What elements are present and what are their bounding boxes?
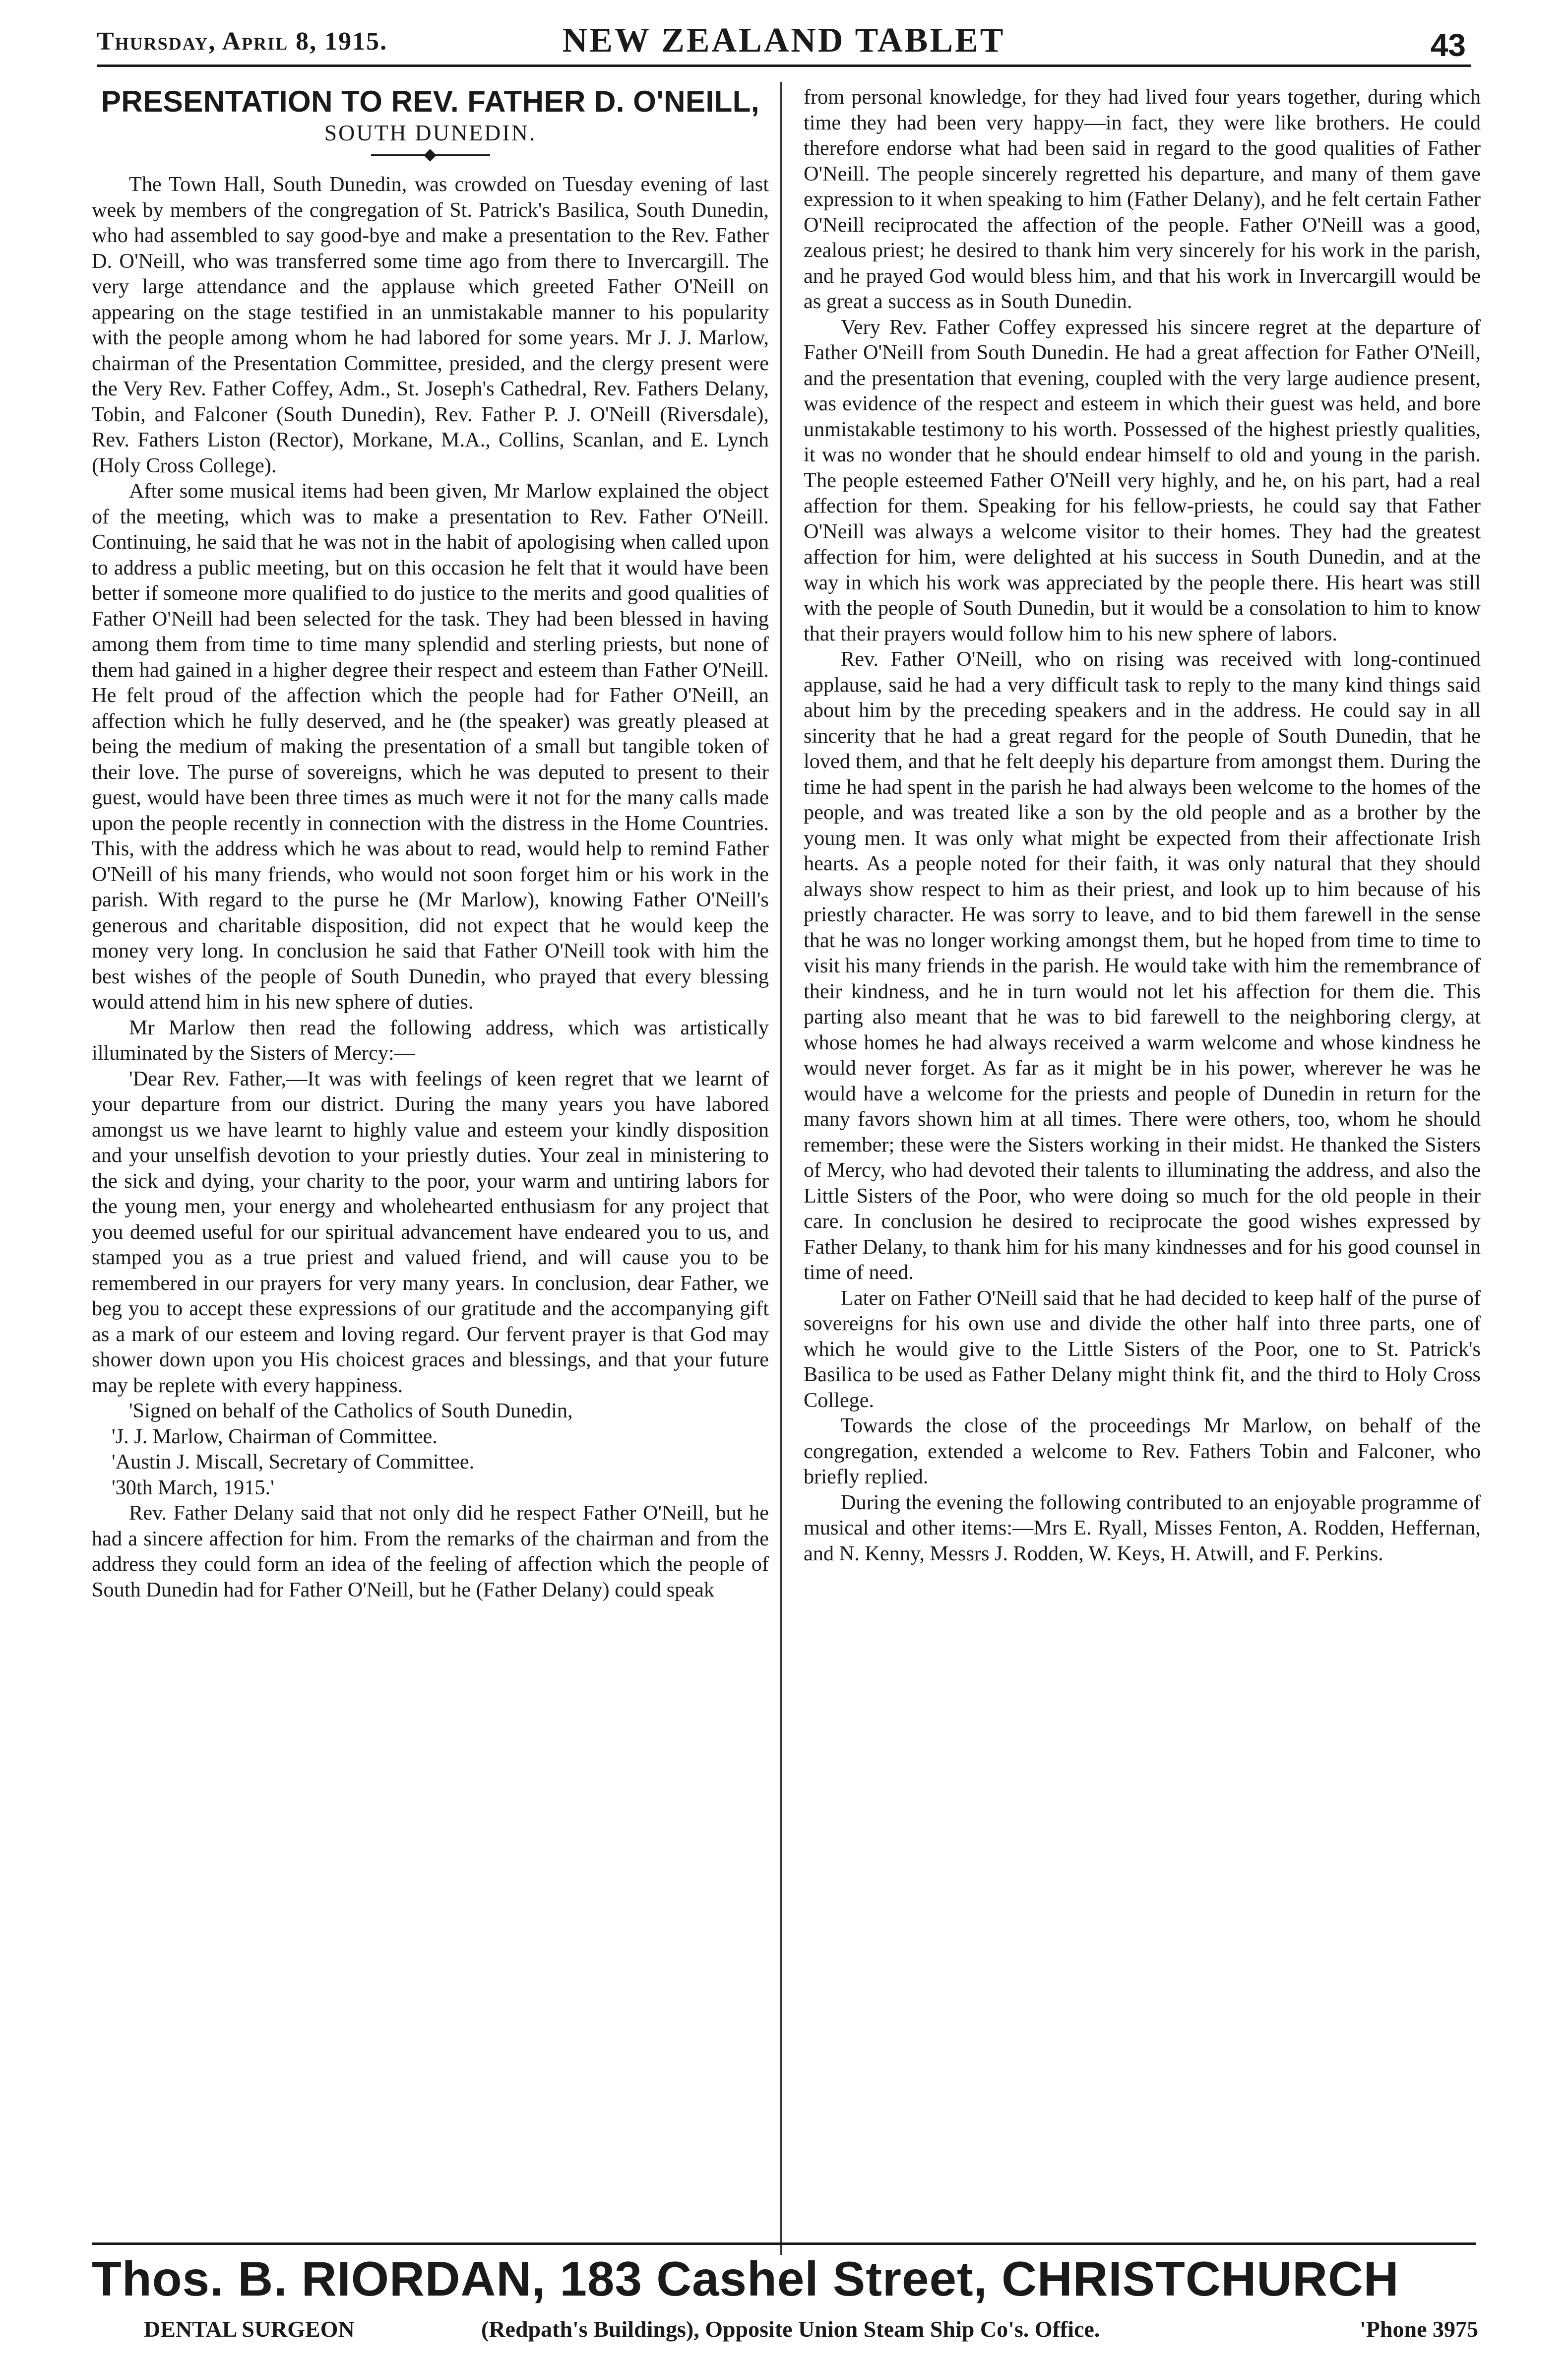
advertisement-location: (Redpath's Buildings), Opposite Union Steam Ship Co's. Office.: [481, 2316, 1100, 2342]
address-text: 'Dear Rev. Father,—It was with feelings of keen regret that we learnt of your departure from our district. During the many years you have labored amongst us we have learnt to highly value and esteem your kindly disposition and your unselfish devotion to your priestly duties. Your zeal in ministering to the sick and dying, your charity to the poor, your warm and untiring labors for the young men, your energy and wholehearted enthusiasm for any project that you deemed useful for our spiritual advancement have endeared you to us, and stamped you as a true priest and valued friend, and will cause you to be remembered in our prayers for very many years. In conclusion, dear Father, we beg you to accept these expressions of our gratitude and the accompanying gift as a mark of our esteem and loving regard. Our fervent prayer is that God may shower down upon you His choicest graces and blessings, and that your future may be replete with every happiness.: [92, 1067, 769, 1397]
address-signatory: 'Austin J. Miscall, Secretary of Committee.: [112, 1450, 475, 1473]
address-date: '30th March, 1915.': [112, 1475, 274, 1499]
column-divider: [780, 82, 782, 2255]
address-signatory: 'J. J. Marlow, Chairman of Committee.: [112, 1424, 438, 1448]
paragraph: Later on Father O'Neill said that he had decided to keep half of the purse of sovereigns for his own use and divide the other half into three parts, one of which he would give to the Little Sisters of the Poor, one to St. Patrick's Basilica to be used as Father Delany might think fit, and the third to Holy Cross College.: [804, 1286, 1481, 1412]
advertisement-phone: 'Phone 3975: [1360, 2316, 1478, 2342]
paragraph: Rev. Father Delany said that not only did he respect Father O'Neill, but he had a sincere affection for him. From the remarks of the chairman and from the address they could form an idea of the feeling of affection which the people of South Dunedin had for Father O'Neill, but he (Father Delany) could speak: [92, 1501, 769, 1601]
paragraph: Very Rev. Father Coffey expressed his sincere regret at the departure of Father O'Neill from South Dunedin. He had a great affection for Father O'Neill, and the presentation that evening, coupled with the very large audience present, was evidence of the respect and esteem in which their guest was held, and bore unmistakable testimony to his worth. Possessed of the highest priestly qualities, it was no wonder that he should endear himself to old and young in the parish. The people esteemed Father O'Neill very highly, and he, on his part, had a real affection for them. Speaking for his fellow-priests, he could say that Father O'Neill was always a welcome visitor to their homes. They had the greatest affection for him, were delighted at his success in South Dunedin, and at the way in which his work was appreciated by the people there. His heart was still with the people of South Dunedin, but it would be a consolation to him to know that their prayers would follow him to his new sphere of labors.: [804, 315, 1481, 645]
article-column-right: [804, 84, 1481, 2188]
article-column-left: [92, 84, 769, 2188]
advertisement-details: [144, 2316, 1478, 2346]
footer-rule: [92, 2242, 1476, 2245]
publication-title: NEW ZEALAND TABLET: [562, 21, 1005, 60]
paragraph: Rev. Father O'Neill, who on rising was received with long-continued applause, said he had a very difficult task to reply to the many kind things said about him by the preceding speakers and in the address. He could say in all sincerity that he had a great regard for the people of South Dunedin, that he loved them, and that he felt deeply his departure from amongst them. During the time he had spent in the parish he had always been welcome to the homes of the people, and was treated like a son by the old people and as a brother by the young men. It was only what might be expected from their affectionate Irish hearts. As a people noted for their faith, it was only natural that they should always show respect to him as their priest, and look up to him because of his priestly character. He was sorry to leave, and to bid them farewell in the sense that he was no longer working amongst them, but he hoped from time to time to visit his many friends in the parish. He would take with him the remembrance of their kindness, and he in turn would not let his affection for them die. This parting also meant that he was to bid farewell to the neighboring clergy, at whose homes he had always received a warm welcome and whose kindness he would never forget. As far as it might be in his power, wherever he was he would have a welcome for the priests and people of Dunedin in return for the many favors shown him at all times. There were others, too, whom he should remember; these were the Sisters working in their midst. He thanked the Sisters of Mercy, who had devoted their talents to illuminating the address, and also the Little Sisters of the Poor, who were doing so much for the old people in their care. In conclusion he desired to reciprocate the good wishes expressed by Father Delany, to thank him for his many kindnesses and for his good counsel in time of need.: [804, 647, 1481, 1284]
page-header: [97, 20, 1471, 67]
advertisement-profession: DENTAL SURGEON: [144, 2316, 355, 2342]
address-signature: 'Signed on behalf of the Catholics of South Dunedin,: [129, 1399, 573, 1422]
paragraph: During the evening the following contributed to an enjoyable programme of musical and other items:—Mrs E. Ryall, Misses Fenton, A. Rodden, Heffernan, and N. Kenny, Messrs J. Rodden, W. Keys, H. Atwill, and F. Perkins.: [804, 1490, 1481, 1565]
ornament-divider: [371, 149, 490, 161]
paragraph-continued: from personal knowledge, for they had lived four years together, during which time they had been very happy—in fact, they were like brothers. He could therefore endorse what had been said in regard to the good qualities of Father O'Neill. The people sincerely regretted his departure, and many of them gave expression to it when speaking to him (Father Delany), and he felt certain Father O'Neill reciprocated the affection of the people. Father O'Neill was a good, zealous priest; he desired to thank him very sincerely for his work in the parish, and he prayed God would bless him, and that his work in Invercargill would be as great a success as in South Dunedin.: [804, 85, 1481, 313]
paragraph: The Town Hall, South Dunedin, was crowded on Tuesday evening of last week by members of the congregation of St. Patrick's Basilica, South Dunedin, who had assembled to say good-bye and make a presentation to the Rev. Father D. O'Neill, who was transferred some time ago from there to Invercargill. The very large attendance and the applause which greeted Father O'Neill on appearing on the stage testified in an unmistakable manner to his popularity with the people among whom he had labored for some years. Mr J. J. Marlow, chairman of the Presentation Committee, presided, and the clergy present were the Very Rev. Father Coffey, Adm., St. Joseph's Cathedral, Rev. Fathers Delany, Tobin, and Falconer (South Dunedin), Rev. Father P. J. O'Neill (Riversdale), Rev. Fathers Liston (Rector), Morkane, M.A., Collins, Scanlan, and E. Lynch (Holy Cross College).: [92, 173, 769, 477]
article-subheading: SOUTH DUNEDIN.: [324, 120, 537, 145]
article-headline: PRESENTATION TO REV. FATHER D. O'NEILL,: [101, 85, 760, 118]
paragraph: Towards the close of the proceedings Mr Marlow, on behalf of the congregation, extended a welcome to Rev. Fathers Tobin and Falconer, who briefly replied.: [804, 1414, 1481, 1488]
paragraph: Mr Marlow then read the following address, which was artistically illuminated by the Sisters of Mercy:—: [92, 1016, 769, 1065]
advertisement-headline: Thos. B. RIORDAN, 183 Cashel Street, CHRISTCHURCH: [92, 2251, 1399, 2306]
issue-date: Thursday, April 8, 1915.: [97, 27, 388, 56]
paragraph: After some musical items had been given, Mr Marlow explained the object of the meeting, which was to make a presentation to Rev. Father O'Neill. Continuing, he said that he was not in the habit of apologising when called upon to address a public meeting, but on this occasion he felt that it would have been better if someone more qualified to do justice to the merits and good qualities of Father O'Neill had been selected for the task. They had been blessed in having among them from time to time many splendid and sterling priests, but none of them had gained in a higher degree their respect and esteem than Father O'Neill. He felt proud of the affection which the people had for Father O'Neill, an affection which he fully deserved, and he (the speaker) was greatly pleased at being the medium of making the presentation of a small but tangible token of their love. The purse of sovereigns, which he was deputed to present to their guest, would have been three times as much were it not for the many calls made upon the people recently in connection with the distress in the Home Countries. This, with the address which he was about to read, would help to remind Father O'Neill of his many friends, who would not soon forget him or his work in the parish. With regard to the purse he (Mr Marlow), knowing Father O'Neill's generous and charitable disposition, did not expect that he would keep the money very long. In conclusion he said that Father O'Neill took with him the best wishes of the people of South Dunedin, who prayed that every blessing would attend him in his new sphere of duties.: [92, 479, 769, 1014]
page-number: 43: [1430, 27, 1466, 63]
